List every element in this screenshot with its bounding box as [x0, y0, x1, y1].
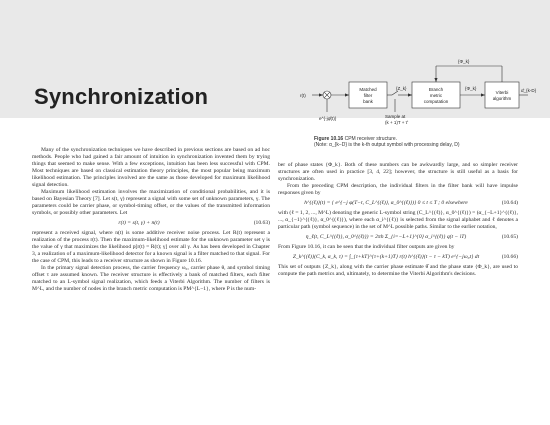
viterbi-label-a: Viterbi	[495, 90, 509, 95]
equation-10-66	[278, 254, 518, 261]
phik-label: {Φ_k}	[465, 86, 477, 91]
sample-label: Sample at	[385, 114, 406, 119]
feedback-label: {Φ_k}	[458, 59, 470, 64]
slide-title: Synchronization	[34, 84, 209, 109]
paragraph: From the preceding CPM description, the individual filters in the filter bank will have impulse responses given by	[278, 183, 518, 196]
matched-filter-label-a: Matched	[359, 87, 377, 92]
caption-text: CPM receiver structure.	[344, 136, 398, 142]
branch-label-c: computation	[423, 99, 449, 104]
branch-label-b: metric	[429, 93, 443, 98]
equation-10-63	[32, 220, 270, 227]
paragraph: Maximum likelihood estimation involves the maximization of conditional probabilities, and it is based on Bayesian Theory [7]. Let s(t, γ) represent a signal with some set of unknown parameters, γ. The parameters could be carrier phase, or symbol-timing offset, or the values of the transmitted information symbols, or possibly other parameters. Let	[32, 189, 270, 216]
equation-10-65	[278, 234, 518, 241]
equation-number: (10.64)	[501, 200, 518, 206]
paragraph: This set of outputs {Z_k}, along with the carrier phase estimate θ̂ and the phase state {Φ_k}, are used to compute the path metrics and, ultimately, to determine the Viterbi Algorithm's decisions.	[278, 264, 518, 277]
paragraph: In the primary signal detection process, the carrier frequency ω₀, carrier phase θ, and symbol timing offset τ are assumed known. The receiver structure is effectively a bank of matched filters, each filter matched to an L-symbol signal realization, which feeds a Viterbi Algorithm. The number of filters is M^L, and the number of nodes in the branch metric computation is PM^{L−1}, where P is the num-	[32, 265, 270, 292]
zk-label: {Z_k}	[396, 86, 407, 91]
right-column	[278, 162, 518, 278]
branch-label-a: Branch	[428, 87, 444, 92]
matched-filter-label-b: filter	[363, 93, 373, 98]
output-label: α̂_{k-D}	[521, 88, 537, 93]
input-label: r(t)	[300, 93, 306, 98]
viterbi-label-b: algorithm	[492, 96, 512, 101]
equation: h^{(ℓ)}(t) = { e^{−j φ(T−t, C_L^{(ℓ)}, α_0^{(ℓ)})} 0 ≤ t ≤ T ; 0 elsewhere	[304, 200, 468, 206]
equation-number: (10.65)	[501, 234, 518, 240]
paragraph: From Figure 10.16, it can be seen that the individual filter outputs are given by	[278, 244, 455, 250]
paragraph: Many of the synchronization techniques we have described in previous sections are based on ad hoc methods. People who had gained a fair amount of intuition in synchronization invented them by trying things that seemed to make sense. With a few exceptions, intuition has been less successful with CPM. Most techniques are based on classical estimation theory principles, the most popular being maximum likelihood estimation. The principles involved are the same as those developed for maximum likelihood signal detection.	[32, 147, 270, 188]
paragraph: with (ℓ = 1, 2, ..., M^L) denoting the generic L-symbol string (C_L^{(ℓ)}, α_0^{(ℓ)}) = (α_{−L+1}^{(ℓ)}, ..., α_{−1}^{(ℓ)}, α_0^{(ℓ)}), where each α_i^{(ℓ)} is selected from the signal alphabet and ℓ denotes a particular path (symbol sequence) in the set of M^L possible paths. Similar to the earlier notation,	[278, 210, 518, 230]
equation: η_ℓ(t, C_L^{(ℓ)}, α_0^{(ℓ)}) = 2πh Σ_{i=−L+1}^{0} α_i^{(ℓ)} q(t − iT)	[305, 234, 467, 240]
caption-title: Figure 10.16	[314, 136, 344, 142]
left-column	[32, 147, 270, 293]
paragraph: ber of phase states {Φ_k}. Both of these numbers can be awkwardly large, and so simpler receiver structures are often used in practice [3, 4, 22]; however, the structure is still useful as a basis for synchronization.	[278, 162, 518, 182]
figure-caption	[314, 136, 460, 148]
paragraph: represent a received signal, where n(t) is some additive receiver noise process. Let R(t) represent a realization of the process r(t). Then the maximum-likelihood estimate for the unknown parameter set γ is the value of γ that maximizes the likelihood p[r(t) = R(t); γ] over all γ. As has been developed in Chapter 3, a realization of a maximum-likelihood detector for a known signal is a filter matched to that signal. For the case of CPM, this leads to a receiver structure as shown in Figure 10.16.	[32, 230, 270, 264]
equation: r(t) = s(t, γ) + n(t)	[118, 220, 160, 226]
equation: Z_k^{(ℓ)}(C_k, α_k, τ) = ∫_{τ+kT}^{τ+(k+1)T} r(t) h^{(ℓ)}(t − τ − kT) e^{−jω₀t} dt	[292, 254, 480, 260]
equation-number: (10.66)	[501, 254, 518, 260]
oscillator-label: e^{-jφ̂(t)}	[319, 116, 337, 121]
cpm-receiver-diagram	[0, 0, 550, 155]
equation-number: (10.63)	[253, 220, 270, 226]
equation-10-64	[278, 200, 518, 207]
caption-note: (Note: α_{k−D} is the k-th output symbol with processing delay, D)	[314, 142, 460, 148]
matched-filter-label-c: bank	[363, 99, 373, 104]
sample-time-label: (k + 1)T + τ̂	[385, 120, 408, 125]
